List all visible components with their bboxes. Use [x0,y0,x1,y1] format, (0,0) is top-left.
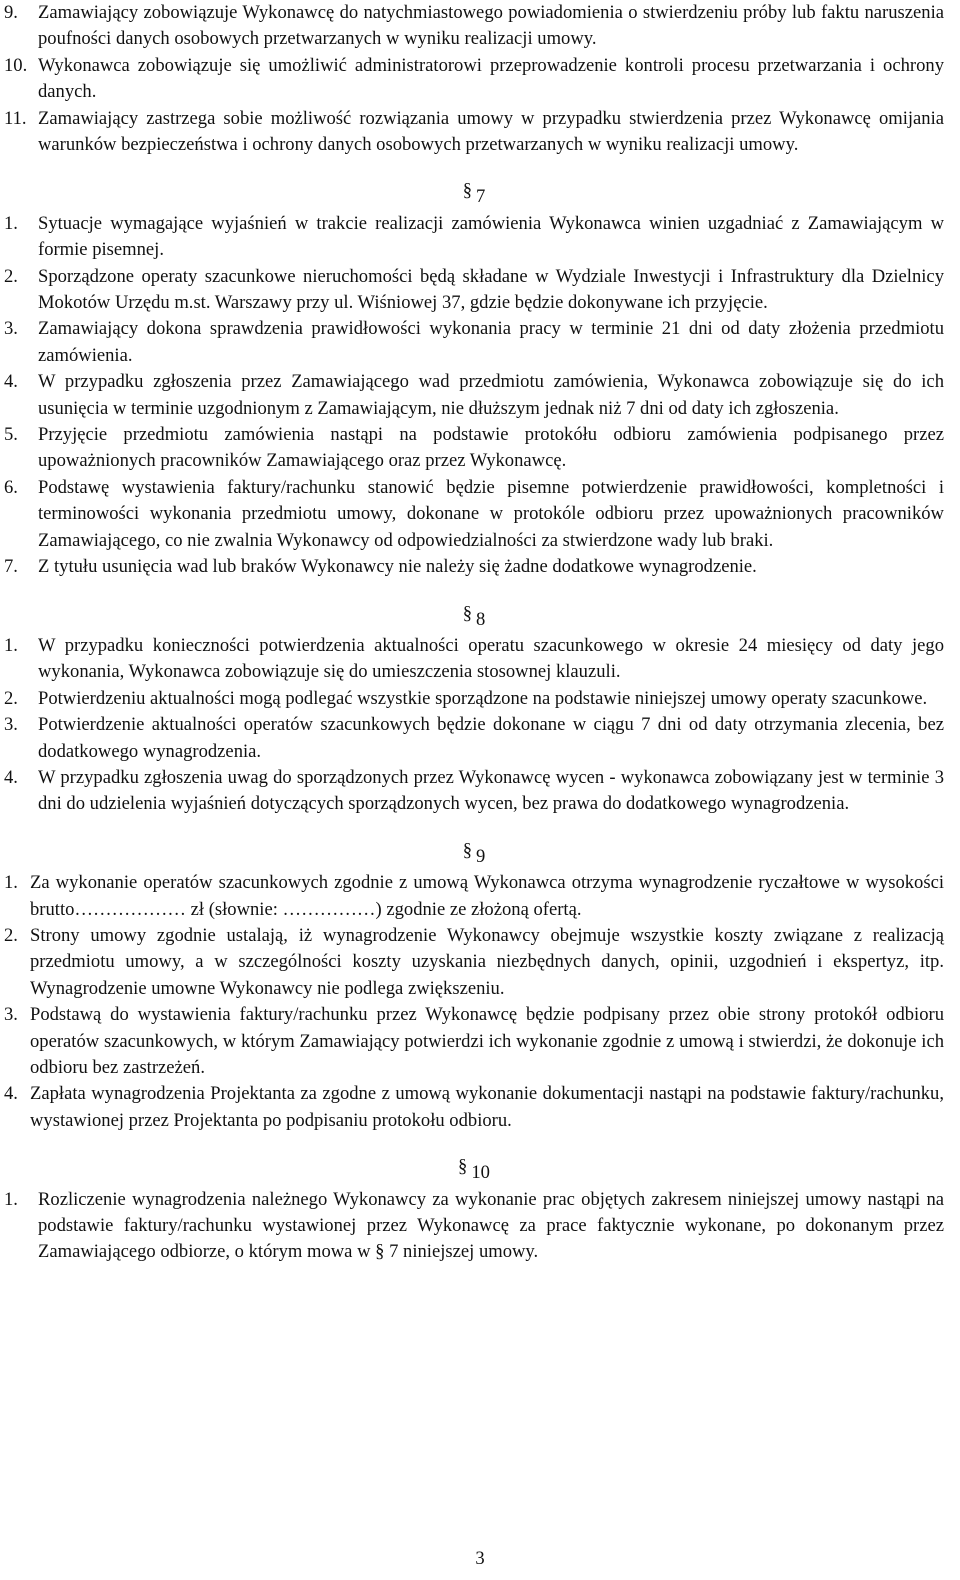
list-item [4,712,944,765]
item-number: 2. [4,265,18,287]
item-text: W przypadku zgłoszenia przez Zamawiającego wad przedmiotu zamówienia, Wykonawca zobowiązuje się do ich usunięcia w terminie uzgodnionym z Zamawiającym, nie dłuższym jednak niż 7 dni od daty ich zgłoszenia. [38,371,944,419]
section-number: 10 [471,1162,490,1184]
section-number: 9 [476,845,486,867]
list-item [4,554,944,580]
item-number: 4. [4,766,18,788]
section-8-items [4,633,944,818]
item-number: 4. [4,1083,18,1105]
item-text: W przypadku zgłoszenia uwag do sporządzonych przez Wykonawcę wycen - wykonawca zobowiązany jest w terminie 3 dni do udzielenia wyjaśnień dotyczących sporządzonych wycen, bez prawa do dodatkowego wynagrodzenia. [38,766,944,815]
list-item [4,422,944,475]
list-item [4,923,944,1002]
item-number: 2. [4,924,18,946]
item-number: 3. [4,714,18,736]
list-item [4,0,944,53]
paragraph-symbol: § [462,602,472,624]
item-text: Podstawę wystawienia faktury/rachunku stanowić będzie pisemne potwierdzenie prawidłowości, kompletności i terminowości wykonania przedmiotu umowy, dokonane w protokóle odbioru przez upoważnionych pracowników Zamawiającego, co nie zwalnia Wykonawcy od odpowiedzialności za stwierdzone wady lub braki. [38,476,944,551]
list-item [4,53,944,106]
list-item [4,264,944,317]
list-item [4,211,944,264]
item-number: 1. [4,1188,18,1210]
list-item [4,475,944,554]
item-number: 10. [4,54,28,76]
section-7-heading [4,180,944,210]
item-text: W przypadku konieczności potwierdzenia aktualności operatu szacunkowego w okresie 24 miesięcy od daty jego wykonania, Wykonawca zobowiązuje się do umieszczenia stosownej klauzuli. [38,634,944,683]
paragraph-symbol: § [458,1156,468,1178]
item-text: Z tytułu usunięcia wad lub braków Wykonawcy nie należy się żadne dodatkowe wynagrodzenie. [38,556,757,578]
item-text: Wykonawca zobowiązuje się umożliwić administratorowi przeprowadzenie kontroli procesu przetwarzania i ochrony danych. [38,54,944,103]
item-text: Zapłata wynagrodzenia Projektanta za zgodne z umową wykonanie dokumentacji nastąpi na podstawie faktury/rachunku, wystawionej przez Projektanta po podpisaniu protokołu odbioru. [30,1083,944,1131]
item-number: 3. [4,318,18,340]
item-text: Potwierdzenie aktualności operatów szacunkowych będzie dokonane w ciągu 7 dni od daty otrzymania zlecenia, bez dodatkowego wynagrodzenia. [38,714,944,762]
item-number: 6. [4,476,18,498]
page-number: 3 [475,1548,485,1569]
item-number: 1. [4,872,18,894]
item-number: 1. [4,212,18,234]
section-6-items [4,0,944,158]
section-10-heading [4,1156,944,1186]
section-10-items [4,1187,944,1266]
item-number: 11. [4,107,27,129]
paragraph-symbol: § [462,180,472,202]
item-number: 4. [4,371,18,393]
item-text: Za wykonanie operatów szacunkowych zgodnie z umową Wykonawca otrzyma wynagrodzenie ryczałtowe w wysokości brutto……………… zł (słownie: ……………) zgodnie ze złożoną ofertą. [30,872,944,920]
section-number: 7 [476,186,486,208]
item-number: 5. [4,424,18,446]
section-number: 8 [476,608,486,630]
item-text: Zamawiający zobowiązuje Wykonawcę do natychmiastowego powiadomienia o stwierdzeniu próby lub faktu naruszenia poufności danych osobowych przetwarzanych w wyniku realizacji umowy. [38,2,944,50]
item-text: Sytuacje wymagające wyjaśnień w trakcie realizacji zamówienia Wykonawca winien uzgadniać z Zamawiającym w formie pisemnej. [38,212,944,261]
item-text: Zamawiający dokona sprawdzenia prawidłowości wykonania pracy w terminie 21 dni od daty złożenia przedmiotu zamówienia. [38,318,944,366]
paragraph-symbol: § [462,839,472,861]
list-item [4,106,944,159]
item-number: 2. [4,687,18,709]
list-item [4,316,944,369]
item-number: 1. [4,634,18,656]
list-item [4,1081,944,1134]
list-item [4,686,944,712]
section-7-items [4,211,944,581]
item-text: Zamawiający zastrzega sobie możliwość rozwiązania umowy w przypadku stwierdzenia przez Wykonawcę omijania warunków bezpieczeństwa i ochrony danych osobowych przetwarzanych w wyniku realizacji umowy. [38,107,944,156]
list-item [4,870,944,923]
item-text: Rozliczenie wynagrodzenia należnego Wykonawcy za wykonanie prac objętych zakresem niniejszej umowy nastąpi na podstawie faktury/rachunku wystawionej przez Wykonawcę za prace faktycznie wykonane, po dokonanym przez Zamawiającego odbiorze, o którym mowa w § 7 niniejszej umowy. [38,1188,944,1263]
item-number: 9. [4,2,18,23]
item-text: Strony umowy zgodnie ustalają, iż wynagrodzenie Wykonawcy obejmuje wszystkie koszty związane z realizacją przedmiotu umowy, a w szczególności koszty uzyskania niezbędnych danych, opinii, uzgodnień i ekspertyz, itp. Wynagrodzenie umowne Wykonawcy nie podlega zwiększeniu. [30,924,944,999]
item-text: Sporządzone operaty szacunkowe nieruchomości będą składane w Wydziale Inwestycji i Infrastruktury dla Dzielnicy Mokotów Urzędu m.st. Warszawy przy ul. Wiśniowej 37, gdzie będzie dokonywane ich przyjęcie. [38,265,944,314]
item-text: Przyjęcie przedmiotu zamówienia nastąpi na podstawie protokółu odbioru zamówienia podpisanego przez upoważnionych pracowników Zamawiającego oraz przez Wykonawcę. [38,424,944,472]
item-text: Podstawą do wystawienia faktury/rachunku przez Wykonawcę będzie podpisany przez obie strony protokół odbioru operatów szacunkowych, w którym Zamawiający potwierdzi ich wykonanie zgodnie z umową i stwierdzi, że dokonuje ich odbioru bez zastrzeżeń. [30,1004,944,1078]
list-item [4,765,944,818]
item-text: Potwierdzeniu aktualności mogą podlegać wszystkie sporządzone na podstawie niniejszej umowy operaty szacunkowe. [38,687,928,709]
list-item [4,1002,944,1081]
section-8-heading [4,602,944,633]
list-item [4,369,944,422]
list-item [4,1187,944,1266]
section-9-items [4,870,944,1134]
section-9-heading [4,839,944,870]
item-number: 3. [4,1004,18,1026]
list-item [4,633,944,686]
item-number: 7. [4,556,18,578]
